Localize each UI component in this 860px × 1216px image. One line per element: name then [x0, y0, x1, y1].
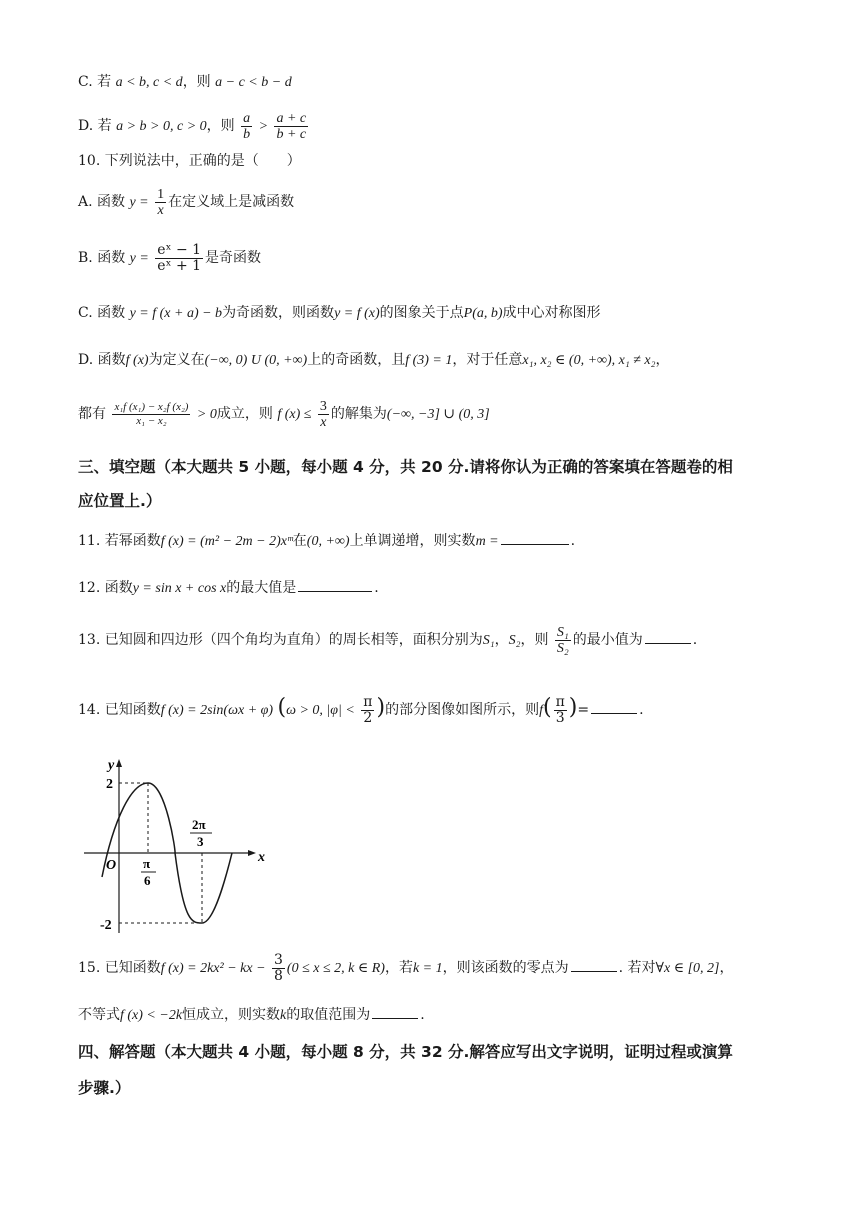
question-10-stem: 10. 下列说法中，正确的是（ ）	[78, 153, 301, 169]
answer-blank[interactable]	[571, 957, 617, 972]
y-axis-arrow	[116, 759, 122, 767]
fraction: $\frac{\text{x₁f (x₁) − x₂f (x₂)}}{\text{x₁ − x₂}}$	[114, 400, 189, 427]
question-13: 13. 已知圆和四边形（四个角均为直角）的周长相等，面积分别为S₁，S₂，则 $\frac{\text{S₁}}{\text{S₂}}$ 的最小值为 .	[78, 624, 698, 656]
option-10a: A. 函数 y = $\frac{1}{x}$ 在定义域上是减函数	[78, 186, 295, 218]
x-tick-2pi3-num: 2π	[192, 817, 206, 832]
section-4-heading-cont: 步骤.）	[78, 1079, 131, 1097]
section-3-heading-cont: 应位置上.）	[78, 492, 162, 510]
answer-blank[interactable]	[298, 577, 372, 592]
answer-blank[interactable]	[372, 1004, 418, 1019]
question-14: 14. 已知函数f (x) = 2sin(ωx + φ) (ω > 0, |φ| < $\frac{\pi}{2}$ )的部分图像如图所示，则f( $\frac{\pi}{3}$ )= .	[78, 693, 644, 726]
x-axis-arrow	[248, 850, 256, 856]
answer-blank[interactable]	[591, 699, 637, 714]
sine-graph-figure	[80, 757, 280, 937]
fraction: $\frac{a}{b}$	[243, 110, 251, 142]
y-axis-label: y	[108, 758, 115, 773]
option-9c: C. 若 a < b, c < d，则 a − c < b − d	[78, 74, 292, 90]
question-15-line2: 不等式f (x) < −2k恒成立，则实数k的取值范围为 .	[78, 1004, 425, 1026]
fraction: $\frac{3}{8}$	[274, 951, 283, 984]
option-10d-line1: D. 函数f (x)为定义在(−∞, 0) U (0, +∞)上的奇函数，且f (3) = 1，对于任意x₁, x₂ ∈ (0, +∞), x₁ ≠ x₂，	[78, 352, 670, 368]
fraction: $\frac{1}{x}$	[157, 186, 165, 218]
y-tick-2: 2	[106, 777, 113, 792]
question-11: 11. 若幂函数f (x) = (m² − 2m − 2)xᵐ在(0, +∞)上单调递增，则实数m = .	[78, 530, 575, 552]
option-10b: B. 函数 y = $\frac{\text{eˣ − 1}}{\text{eˣ + 1}}$ 是奇函数	[78, 241, 262, 274]
y-tick-neg2: -2	[100, 918, 112, 933]
x-axis-label: x	[258, 850, 265, 865]
answer-blank[interactable]	[501, 530, 569, 545]
answer-blank[interactable]	[645, 629, 691, 644]
option-10c: C. 函数 y = f (x + a) − b为奇函数，则函数y = f (x)的图象关于点P(a, b)成中心对称图形	[78, 305, 601, 321]
section-4-heading: 四、解答题（本大题共 4 小题，每小题 8 分，共 32 分.解答应写出文字说明，证明过程或演算	[78, 1043, 733, 1061]
origin-label: O	[106, 858, 117, 873]
option-10d-line2: 都有 $\frac{\text{x₁f (x₁) − x₂f (x₂)}}{\text{x₁ − x₂}}$ > 0成立，则 f (x) ≤ $\frac{3}{x}$ 的解集为(−∞, −3] ∪ (0, 3]	[78, 398, 490, 430]
question-15-line1: 15. 已知函数f (x) = 2kx² − kx − $\frac{3}{8}$ (0 ≤ x ≤ 2, k ∈ R)，若k = 1，则该函数的零点为 . 若对∀x ∈ [0, 2]，	[78, 951, 734, 984]
fraction: $\frac{\text{eˣ − 1}}{\text{eˣ + 1}}$	[157, 241, 202, 274]
question-12: 12. 函数y = sin x + cos x的最大值是 .	[78, 577, 379, 599]
fraction: $\frac{a + c}{b + c}$	[276, 110, 307, 142]
x-tick-pi6-num: π	[143, 856, 151, 871]
section-3-heading: 三、填空题（本大题共 5 小题，每小题 4 分，共 20 分.请将你认为正确的答案填在答题卷的相	[78, 458, 733, 476]
fraction: $\frac{\pi}{2}$	[363, 693, 373, 726]
x-tick-pi6-den: 6	[144, 873, 151, 888]
x-tick-2pi3-den: 3	[197, 834, 204, 849]
fraction: $\frac{\pi}{3}$	[555, 693, 565, 726]
option-9d: D. 若 a > b > 0, c > 0，则 $\frac{a}{b}$ > $\frac{a + c}{b + c}$	[78, 110, 307, 142]
fraction: $\frac{\text{S₁}}{\text{S₂}}$	[556, 624, 569, 656]
fraction: $\frac{3}{x}$	[319, 398, 327, 430]
